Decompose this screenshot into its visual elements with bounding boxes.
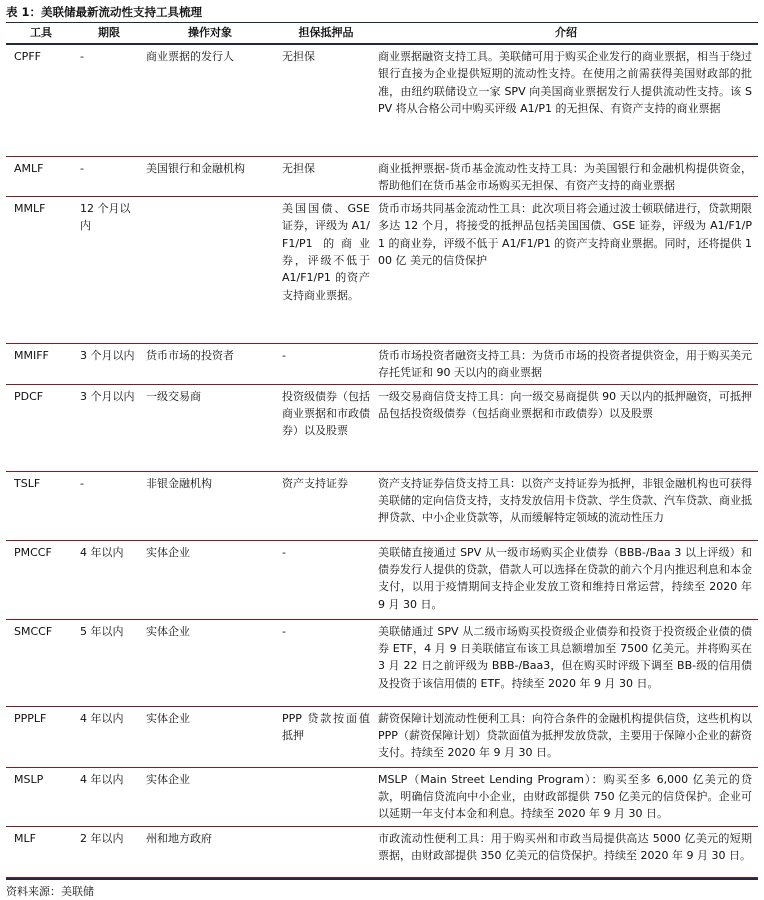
header-target: 操作对象 bbox=[142, 23, 278, 44]
cell-target: 货币市场的投资者 bbox=[142, 344, 278, 385]
cell-tool: MLF bbox=[6, 826, 76, 877]
cell-tool: CPFF bbox=[6, 44, 76, 156]
cell-term: - bbox=[76, 44, 142, 156]
cell-target: 美国银行和金融机构 bbox=[142, 156, 278, 197]
cell-tool: AMLF bbox=[6, 156, 76, 197]
cell-tool: TSLF bbox=[6, 471, 76, 540]
table-header bbox=[6, 23, 758, 44]
cell-tool: MSLP bbox=[6, 767, 76, 826]
cell-collateral bbox=[278, 767, 374, 826]
table-row bbox=[6, 44, 758, 156]
document bbox=[6, 0, 758, 900]
cell-collateral bbox=[278, 826, 374, 877]
header-tool: 工具 bbox=[6, 23, 76, 44]
table-row bbox=[6, 767, 758, 826]
table-body bbox=[6, 44, 758, 877]
cell-term: 4 年以内 bbox=[76, 767, 142, 826]
table-row bbox=[6, 344, 758, 385]
cell-collateral: 无担保 bbox=[278, 44, 374, 156]
header-collateral: 担保抵押品 bbox=[278, 23, 374, 44]
table-row bbox=[6, 156, 758, 197]
cell-term: 5 年以内 bbox=[76, 619, 142, 706]
table-row bbox=[6, 384, 758, 471]
cell-description: MSLP（Main Street Lending Program）：购买至多 6,000 亿美元的贷款，明确信贷流向中小企业，由财政部提供 750 亿美元的信贷保护。企业可以延期一年支付本金和利息。持续至 2020 年 9 月 30 日。 bbox=[374, 767, 758, 826]
cell-tool: PPPLF bbox=[6, 706, 76, 767]
cell-target: 实体企业 bbox=[142, 767, 278, 826]
cell-term: 2 年以内 bbox=[76, 826, 142, 877]
cell-tool: SMCCF bbox=[6, 619, 76, 706]
cell-description: 商业票据融资支持工具。美联储可用于购买企业发行的商业票据，相当于绕过银行直接为企业提供短期的流动性支持。在使用之前需获得美国财政部的批准，由纽约联储设立一家 SPV 向美国商业票据发行人提供流动性支持。该 SPV 将从合格公司中购买评级 A1/P1 的无担保、有资产支持的商业票据 bbox=[374, 44, 758, 156]
cell-target: 商业票据的发行人 bbox=[142, 44, 278, 156]
cell-target: 实体企业 bbox=[142, 706, 278, 767]
header-description: 介绍 bbox=[374, 23, 758, 44]
cell-term: 12 个月以内 bbox=[76, 197, 142, 344]
cell-tool: MMIFF bbox=[6, 344, 76, 385]
cell-target: 一级交易商 bbox=[142, 384, 278, 471]
cell-collateral: 资产支持证券 bbox=[278, 471, 374, 540]
cell-collateral: 无担保 bbox=[278, 156, 374, 197]
cell-collateral: 投资级债券（包括商业票据和市政债券）以及股票 bbox=[278, 384, 374, 471]
cell-collateral: - bbox=[278, 619, 374, 706]
cell-collateral: 美国国债、GSE 证券，评级为 A1/F1/P1 的商业券，评级不低于 A1/F1/P1 的资产支持商业票据。 bbox=[278, 197, 374, 344]
cell-target: 实体企业 bbox=[142, 619, 278, 706]
table-row bbox=[6, 826, 758, 877]
cell-collateral: - bbox=[278, 344, 374, 385]
cell-collateral: PPP 贷款按面值抵押 bbox=[278, 706, 374, 767]
cell-target: 实体企业 bbox=[142, 540, 278, 619]
cell-term: - bbox=[76, 156, 142, 197]
cell-description: 货币市场共同基金流动性工具：此次项目将会通过波士顿联储进行，贷款期限多达 12 个月，将接受的抵押品包括美国国债、GSE 证券，评级为 A1/F1/P1 的商业券，评级不低于 A1/F1/P1 的资产支持商业票据。同时，还将提供 100 亿 美元的信贷保护 bbox=[374, 197, 758, 344]
cell-target: 州和地方政府 bbox=[142, 826, 278, 877]
cell-target: 非银金融机构 bbox=[142, 471, 278, 540]
cell-description: 商业抵押票据-货币基金流动性支持工具：为美国银行和金融机构提供资金，帮助他们在货币基金市场购买无担保、有资产支持的商业票据 bbox=[374, 156, 758, 197]
cell-description: 市政流动性便利工具：用于购买州和市政当局提供高达 5000 亿美元的短期票据，由财政部提供 350 亿美元的信贷保护。持续至 2020 年 9 月 30 日。 bbox=[374, 826, 758, 877]
table-row bbox=[6, 471, 758, 540]
cell-target bbox=[142, 197, 278, 344]
table-row bbox=[6, 619, 758, 706]
table-row bbox=[6, 540, 758, 619]
cell-description: 一级交易商信贷支持工具：向一级交易商提供 90 天以内的抵押融资，可抵押品包括投资级债券（包括商业票据和市政债券）以及股票 bbox=[374, 384, 758, 471]
cell-description: 薪资保障计划流动性便利工具：向符合条件的金融机构提供信贷，这些机构以 PPP（薪资保障计划）贷款面值为抵押发放贷款，主要用于保障小企业的薪资支付。持续至 2020 年 9 月 30 日。 bbox=[374, 706, 758, 767]
cell-description: 美联储直接通过 SPV 从一级市场购买企业债券（BBB-/Baa 3 以上评级）和债券发行人提供的贷款，借款人可以选择在贷款的前六个月内推迟利息和本金支付，以用于疫情期间支持企业发放工资和维持日常运营，持续至 2020 年 9 月 30 日。 bbox=[374, 540, 758, 619]
cell-tool: MMLF bbox=[6, 197, 76, 344]
table-caption: 表 1：美联储最新流动性支持工具梳理 bbox=[6, 0, 758, 23]
cell-term: - bbox=[76, 471, 142, 540]
cell-tool: PDCF bbox=[6, 384, 76, 471]
table-row bbox=[6, 197, 758, 344]
header-term: 期限 bbox=[76, 23, 142, 44]
cell-description: 资产支持证券信贷支持工具：以资产支持证券为抵押，非银金融机构也可获得美联储的定向信贷支持，支持发放信用卡贷款、学生贷款、汽车贷款、商业抵押贷款、中小企业贷款等，从而缓解特定领域的流动性压力 bbox=[374, 471, 758, 540]
cell-collateral: - bbox=[278, 540, 374, 619]
cell-term: 4 年以内 bbox=[76, 540, 142, 619]
header-row bbox=[6, 23, 758, 44]
cell-term: 4 年以内 bbox=[76, 706, 142, 767]
cell-description: 美联储通过 SPV 从二级市场购买投资级企业债券和投资于投资级企业债的债券 ETF，4 月 9 日美联储宣布该工具总额增加至 7500 亿美元。并将购买在 3 月 22 日之前评级为 BBB-/Baa3，但在购买时评级下调至 BB-级的信用债及投资于该信用债的 ETF。持续至 2020 年 9 月 30 日。 bbox=[374, 619, 758, 706]
table-row bbox=[6, 706, 758, 767]
source-note: 资料来源：美联储 bbox=[6, 878, 758, 900]
liquidity-tools-table bbox=[6, 23, 758, 878]
cell-tool: PMCCF bbox=[6, 540, 76, 619]
cell-term: 3 个月以内 bbox=[76, 384, 142, 471]
cell-term: 3 个月以内 bbox=[76, 344, 142, 385]
cell-description: 货币市场投资者融资支持工具：为货币市场的投资者提供资金，用于购买美元存托凭证和 90 天以内的商业票据 bbox=[374, 344, 758, 385]
